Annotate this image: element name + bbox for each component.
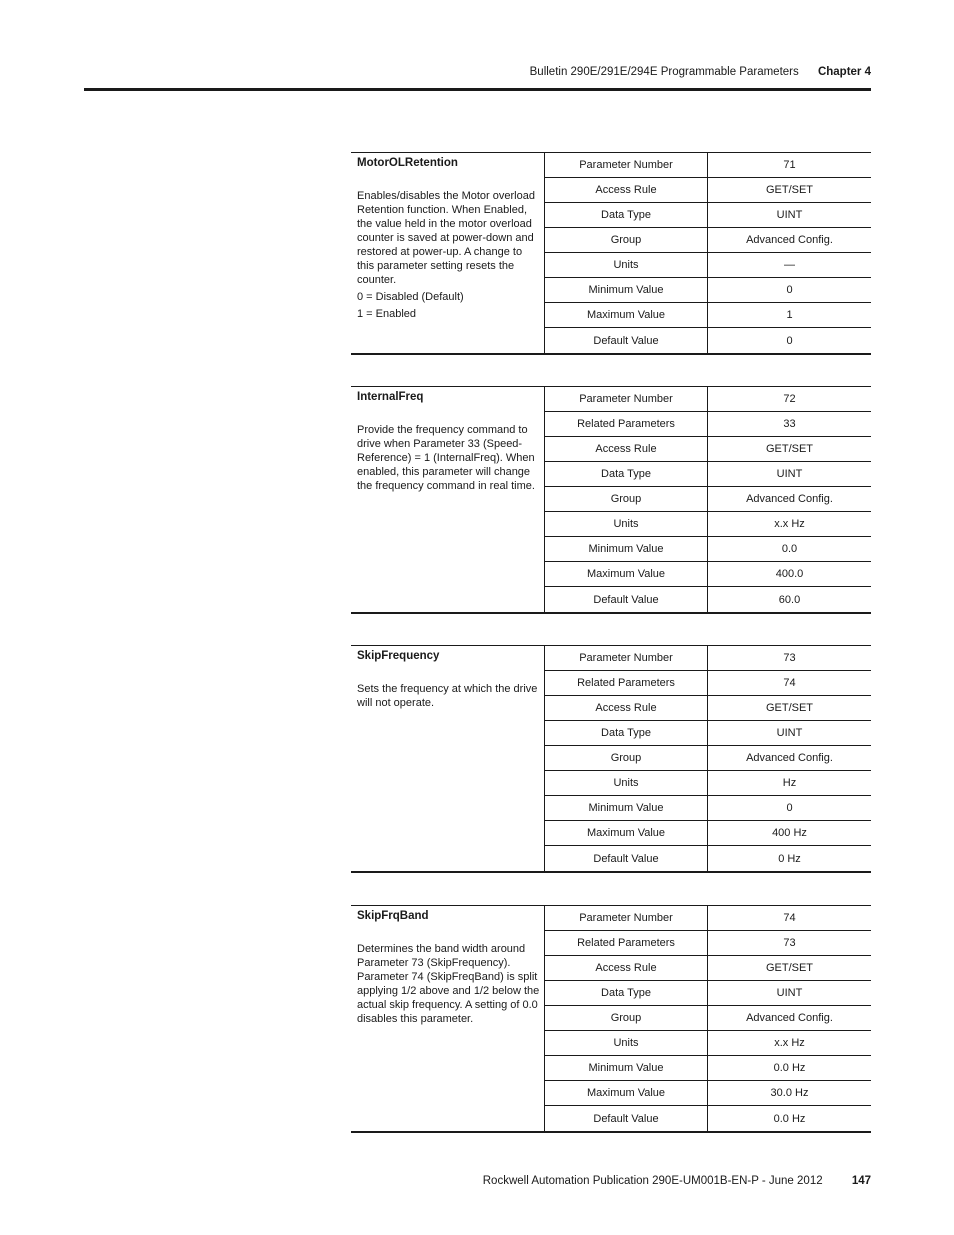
property-value: UINT <box>776 468 803 480</box>
property-value: 73 <box>783 652 796 664</box>
header-chapter: Chapter 4 <box>817 66 871 78</box>
footer-publication: Rockwell Automation Publication 290E-UM001B-EN-P - June 2012 <box>482 1175 823 1187</box>
table-row <box>545 537 871 562</box>
table-row <box>545 1081 871 1106</box>
table-row <box>545 1031 871 1056</box>
parameter-description: Determines the band width around Parameter 73 (SkipFrequency). Parameter 74 (SkipFreqBand) is split applying 1/2 above and 1/2 below the actual skip frequency. A setting of 0.0 disables this parameter. <box>357 943 540 1025</box>
parameter-description: Sets the frequency at which the drive will not operate. <box>357 683 538 709</box>
property-name: Data Type <box>545 721 708 745</box>
property-name: Parameter Number <box>545 646 708 670</box>
property-value: GET/SET <box>765 962 814 974</box>
property-value: 33 <box>783 418 796 430</box>
property-value: 71 <box>783 159 796 171</box>
property-name: Data Type <box>545 203 708 227</box>
table-row <box>545 387 871 412</box>
property-name: Group <box>545 228 708 252</box>
property-name: Parameter Number <box>545 153 708 177</box>
parameter-description: Provide the frequency command to drive when Parameter 33 (Speed-Reference) = 1 (InternalFreq). When enabled, this parameter will change the frequency command in real time. <box>357 424 535 492</box>
property-name: Data Type <box>545 981 708 1005</box>
table-row <box>545 671 871 696</box>
property-name: Maximum Value <box>545 303 708 327</box>
property-value: 0.0 Hz <box>773 1062 806 1074</box>
property-value: 400 Hz <box>772 827 807 839</box>
table-row <box>545 931 871 956</box>
property-name: Parameter Number <box>545 387 708 411</box>
property-name: Maximum Value <box>545 1081 708 1105</box>
property-value: UINT <box>776 987 803 999</box>
property-value: UINT <box>776 209 803 221</box>
property-name: Related Parameters <box>545 412 708 436</box>
table-row <box>545 153 871 178</box>
property-value: Advanced Config. <box>746 493 833 505</box>
property-name: Maximum Value <box>545 562 708 586</box>
parameter-block-skipfrequency <box>351 645 871 873</box>
property-name: Access Rule <box>545 956 708 980</box>
property-value: 0 Hz <box>778 852 801 865</box>
property-value: UINT <box>776 727 803 739</box>
property-name: Related Parameters <box>545 931 708 955</box>
property-name: Default Value <box>545 587 708 612</box>
property-value: 400.0 <box>775 568 804 580</box>
table-row <box>545 771 871 796</box>
table-row <box>545 487 871 512</box>
property-value: 0 <box>786 334 793 347</box>
property-value: 0 <box>786 284 793 296</box>
table-row <box>545 906 871 931</box>
table-row <box>545 203 871 228</box>
parameter-option: 0 = Disabled (Default) <box>357 291 464 303</box>
property-value: 72 <box>783 393 796 405</box>
table-row <box>545 746 871 771</box>
property-name: Access Rule <box>545 178 708 202</box>
property-name: Access Rule <box>545 437 708 461</box>
property-value: x.x Hz <box>774 1037 805 1049</box>
parameter-name: InternalFreq <box>357 391 424 403</box>
property-value: GET/SET <box>765 443 814 455</box>
parameter-description: Enables/disables the Motor overload Retention function. When Enabled, the value held in the motor overload counter is saved at power-down and restored at power-up. A change to this parameter setting resets the counter. <box>357 190 535 286</box>
property-name: Parameter Number <box>545 906 708 930</box>
parameter-properties-table <box>545 387 871 612</box>
table-row <box>545 228 871 253</box>
table-row <box>545 278 871 303</box>
property-name: Maximum Value <box>545 821 708 845</box>
parameter-description-cell <box>351 153 545 353</box>
parameter-name: SkipFrequency <box>357 650 440 662</box>
parameter-properties-table <box>545 906 871 1131</box>
table-row <box>545 696 871 721</box>
table-row <box>545 646 871 671</box>
table-row <box>545 1006 871 1031</box>
property-value: Advanced Config. <box>746 1012 833 1024</box>
property-name: Minimum Value <box>545 278 708 302</box>
parameter-name: SkipFrqBand <box>357 910 429 922</box>
property-name: Default Value <box>545 846 708 871</box>
parameter-option: 1 = Enabled <box>357 308 417 320</box>
property-value: — <box>784 259 795 271</box>
property-value: GET/SET <box>765 184 814 196</box>
running-header <box>530 66 871 78</box>
property-name: Group <box>545 746 708 770</box>
table-row <box>545 303 871 328</box>
property-value: 30.0 Hz <box>770 1087 809 1099</box>
property-name: Access Rule <box>545 696 708 720</box>
page-footer <box>0 1175 871 1187</box>
parameter-name: MotorOLRetention <box>357 157 458 169</box>
property-value: 74 <box>783 912 796 924</box>
table-row <box>545 462 871 487</box>
property-name: Units <box>545 253 708 277</box>
table-row <box>545 253 871 278</box>
table-row <box>545 956 871 981</box>
header-rule <box>84 88 871 91</box>
parameter-block-skipfrqband <box>351 905 871 1133</box>
property-name: Minimum Value <box>545 796 708 820</box>
property-name: Default Value <box>545 328 708 353</box>
property-value: GET/SET <box>765 702 814 714</box>
property-value: 74 <box>783 677 796 689</box>
property-name: Data Type <box>545 462 708 486</box>
parameter-description-cell <box>351 387 545 612</box>
property-name: Related Parameters <box>545 671 708 695</box>
property-name: Group <box>545 487 708 511</box>
property-value: 0 <box>786 802 793 814</box>
table-row <box>545 178 871 203</box>
property-name: Group <box>545 1006 708 1030</box>
property-value: 0.0 <box>781 543 798 555</box>
table-row <box>545 587 871 612</box>
table-row <box>545 1106 871 1131</box>
parameter-properties-table <box>545 153 871 353</box>
table-row <box>545 562 871 587</box>
table-row <box>545 796 871 821</box>
property-name: Units <box>545 512 708 536</box>
parameter-block-internalfreq <box>351 386 871 614</box>
table-row <box>545 512 871 537</box>
property-value: 0.0 Hz <box>773 1112 806 1125</box>
property-value: Advanced Config. <box>746 752 833 764</box>
property-name: Minimum Value <box>545 537 708 561</box>
parameter-properties-table <box>545 646 871 871</box>
table-row <box>545 721 871 746</box>
table-row <box>545 846 871 871</box>
property-value: 60.0 <box>778 593 801 606</box>
table-row <box>545 1056 871 1081</box>
header-title: Bulletin 290E/291E/294E Programmable Parameters <box>529 66 799 78</box>
property-value: Advanced Config. <box>746 234 833 246</box>
property-name: Default Value <box>545 1106 708 1131</box>
page-number: 147 <box>851 1175 871 1187</box>
parameter-block-motorolretention <box>351 152 871 355</box>
property-value: Hz <box>782 777 797 789</box>
property-name: Minimum Value <box>545 1056 708 1080</box>
table-row <box>545 821 871 846</box>
property-value: x.x Hz <box>774 518 805 530</box>
property-value: 73 <box>783 937 796 949</box>
table-row <box>545 437 871 462</box>
property-name: Units <box>545 771 708 795</box>
table-row <box>545 328 871 353</box>
property-value: 1 <box>786 309 793 321</box>
table-row <box>545 412 871 437</box>
property-name: Units <box>545 1031 708 1055</box>
parameter-description-cell <box>351 906 545 1131</box>
table-row <box>545 981 871 1006</box>
parameter-description-cell <box>351 646 545 871</box>
